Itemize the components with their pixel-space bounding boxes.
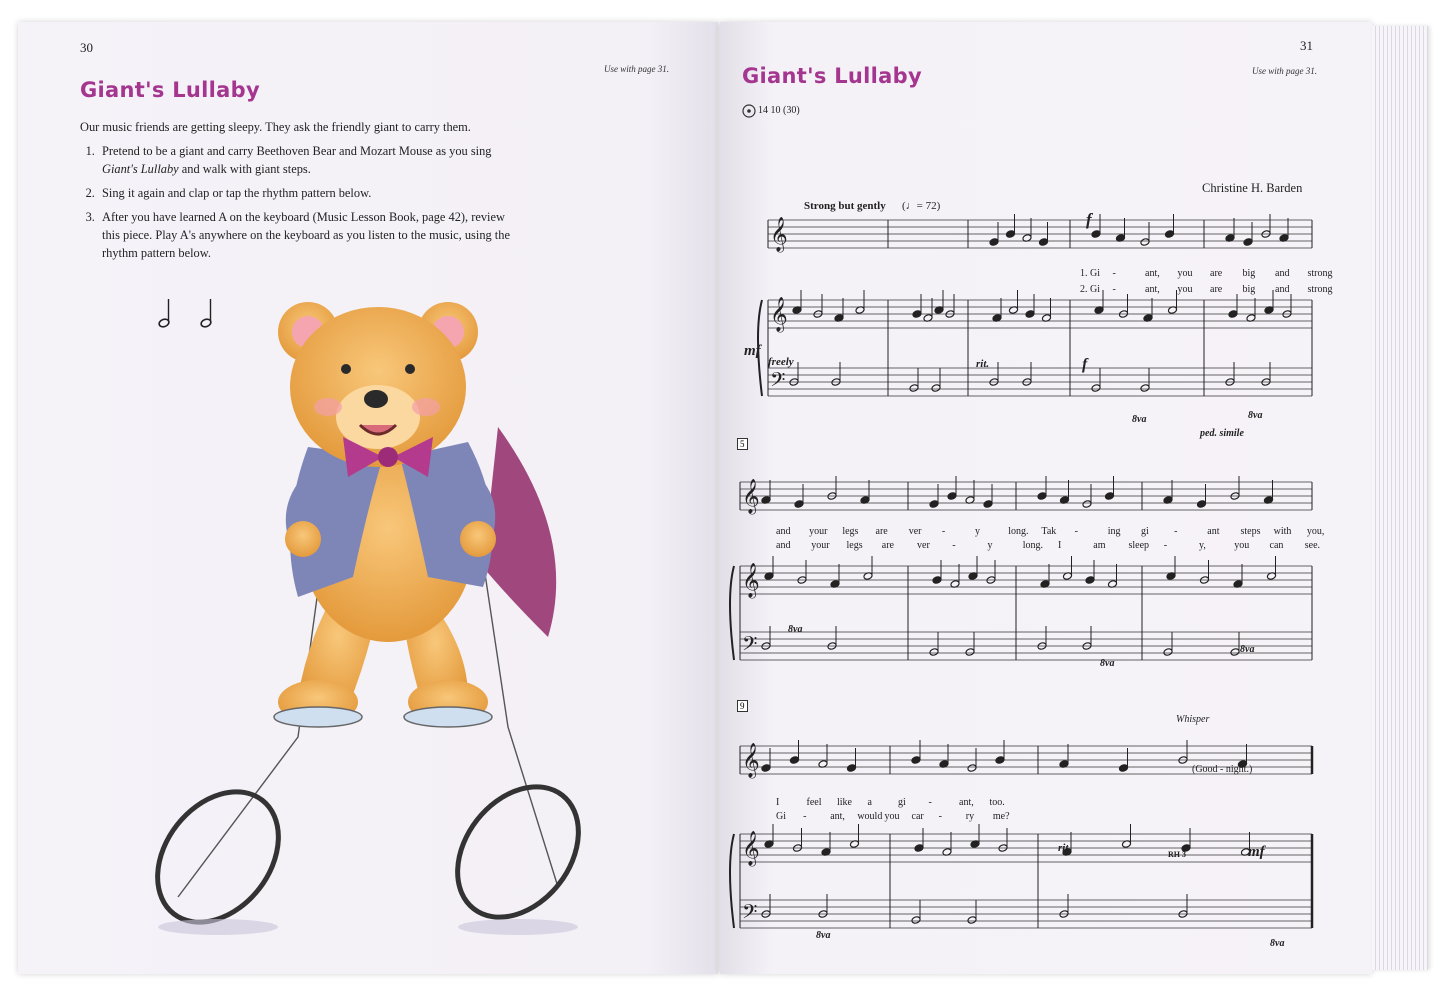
pedal-simile-marking: ped. simile <box>1200 428 1244 439</box>
lyric-syllable: - <box>938 811 942 822</box>
lyric-syllable: Tak <box>1041 526 1057 537</box>
lyric-syllable: see. <box>1304 540 1321 551</box>
ritardando-marking: rit. <box>1058 842 1072 854</box>
goodnight-lyric: (Good - night.) <box>1192 764 1253 775</box>
note-head <box>1230 648 1240 657</box>
lyric-syllable: - <box>928 797 932 808</box>
lyric-syllable: am <box>1093 540 1106 551</box>
lyric-syllable: long. <box>1008 526 1029 537</box>
sheet-music-score <box>720 22 1372 974</box>
lyric-syllable: - <box>803 811 807 822</box>
lyric-syllable: and <box>776 526 791 537</box>
lyric-syllable: ver <box>908 526 922 537</box>
grand-staff-brace <box>730 566 734 660</box>
note-head <box>911 916 921 925</box>
note-head <box>912 310 922 319</box>
lyric-syllable: are <box>875 526 888 537</box>
lyric-syllable: with <box>1273 526 1292 537</box>
lyric-syllable: and <box>776 540 791 551</box>
tempo-marking: Strong but gently <box>804 200 886 212</box>
note-head <box>909 384 919 393</box>
treble-clef: 𝄞 <box>742 479 760 514</box>
note-head <box>967 764 977 773</box>
lyric-syllable: you <box>1177 284 1193 295</box>
lyric-syllable: gi <box>1140 526 1149 537</box>
lyric-syllable: - <box>1174 526 1178 537</box>
lyric-syllable: - <box>1112 268 1116 279</box>
note-head <box>931 384 941 393</box>
bear-on-stilts-illustration <box>138 277 618 977</box>
measure-number-5: 5 <box>737 438 748 450</box>
note-head <box>965 648 975 657</box>
note-head <box>1082 500 1092 509</box>
lyric-syllable: 1. Gi <box>1080 268 1100 279</box>
measure-number-9: 9 <box>737 700 748 712</box>
note-head <box>1006 230 1016 239</box>
bass-clef: 𝄢 <box>770 368 786 396</box>
note-head <box>947 492 957 501</box>
right-page <box>720 22 1372 974</box>
lyric-syllable: sleep <box>1128 540 1150 551</box>
ottava-marking: 8va <box>816 930 831 941</box>
lyric-syllable: strong <box>1307 284 1333 295</box>
page-edges <box>1372 26 1428 970</box>
note-head <box>929 500 939 509</box>
right-page-title: Giant's Lullaby <box>742 64 922 88</box>
treble-clef: 𝄞 <box>742 563 760 598</box>
note-head <box>1025 310 1035 319</box>
note-head <box>1037 492 1047 501</box>
bass-clef: 𝄢 <box>742 900 758 928</box>
metronome-marking: (♩= 72) <box>902 200 941 212</box>
instruction-steps <box>80 142 520 262</box>
lyric-syllable: are <box>881 540 894 551</box>
lyric-syllable: ry <box>965 811 975 822</box>
lyric-syllable: are <box>1210 284 1223 295</box>
ottava-marking: 8va <box>1270 938 1285 949</box>
note-head <box>1119 764 1129 773</box>
lyric-syllable: - <box>1163 540 1168 551</box>
treble-clef: 𝄞 <box>770 217 788 252</box>
lyric-syllable: - <box>952 540 956 551</box>
note-head <box>847 764 857 773</box>
note-head <box>1165 230 1175 239</box>
step-2: 2. Sing it again and clap or tap the rhythm pattern below. <box>98 184 520 202</box>
note-head <box>794 500 804 509</box>
left-page <box>18 22 718 974</box>
dynamic-mezzo-forte: mf <box>744 343 761 359</box>
lyric-syllable: would <box>857 811 883 822</box>
note-head <box>929 648 939 657</box>
lyric-syllable: big <box>1242 268 1256 279</box>
lyric-syllable: Gi <box>776 811 786 822</box>
lyric-syllable: long. <box>1022 540 1044 551</box>
lyric-syllable: legs <box>846 540 863 551</box>
dynamic-mezzo-forte: mf <box>1248 844 1265 860</box>
lyric-syllable: - <box>941 526 946 537</box>
note-head <box>1091 384 1101 393</box>
dynamic-forte: f <box>1086 210 1092 229</box>
right-page-number: 31 <box>1300 38 1313 53</box>
lyric-syllable: and <box>1275 284 1290 295</box>
ottava-marking: 8va <box>1132 414 1147 425</box>
lyric-syllable: y <box>987 540 993 551</box>
note-head <box>914 844 924 853</box>
lyric-syllable: legs <box>842 526 859 537</box>
lyric-syllable: ing <box>1107 526 1121 537</box>
right-use-with-note: Use with page 31. <box>1252 66 1317 76</box>
note-head <box>932 576 942 585</box>
lyric-syllable: gi <box>898 797 906 808</box>
lyric-syllable: you <box>884 811 900 822</box>
note-head <box>761 764 771 773</box>
freely-marking: freely <box>768 356 794 368</box>
lyric-syllable: your <box>811 540 830 551</box>
lyric-syllable: ant <box>1207 526 1220 537</box>
note-head <box>1243 238 1253 247</box>
lyric-syllable: and <box>1275 268 1290 279</box>
note-head <box>790 756 800 765</box>
lyric-syllable: your <box>809 526 828 537</box>
lyric-syllable: strong <box>1307 268 1333 279</box>
note-head <box>1228 310 1238 319</box>
step-1: 1. Pretend to be a giant and carry Beethoven Bear and Mozart Mouse as you sing Giant's Lullaby and walk with giant steps. <box>98 142 520 178</box>
lyric-syllable: I <box>1058 540 1062 551</box>
lyric-syllable: me? <box>992 811 1010 822</box>
ottava-marking: 8va <box>788 624 803 635</box>
dynamic-forte-lh: f <box>1082 356 1088 373</box>
lyric-syllable: are <box>1210 268 1223 279</box>
lyric-syllable: car <box>911 811 924 822</box>
treble-clef: 𝄞 <box>770 297 788 332</box>
lyric-syllable: feel <box>806 797 822 808</box>
intro-text: Our music friends are getting sleepy. They ask the friendly giant to carry them. <box>80 120 471 134</box>
ottava-marking: 8va <box>1100 658 1115 669</box>
note-head <box>1140 384 1150 393</box>
treble-clef: 𝄞 <box>742 831 760 866</box>
grand-staff-brace <box>730 834 734 928</box>
lyric-syllable: steps <box>1240 526 1261 537</box>
note-head <box>1197 500 1207 509</box>
lyric-syllable: - <box>1112 284 1116 295</box>
lyric-syllable: 2. Gi <box>1080 284 1100 295</box>
ottava-marking: 8va <box>1240 644 1255 655</box>
left-page-number: 30 <box>80 40 93 55</box>
left-page-title: Giant's Lullaby <box>80 78 260 102</box>
note-head <box>1091 230 1101 239</box>
lyric-syllable: ant, <box>830 811 845 822</box>
note-head <box>1039 238 1049 247</box>
lyric-syllable: you <box>1177 268 1193 279</box>
ottava-marking: 8va <box>1248 410 1263 421</box>
lyric-syllable: too. <box>989 797 1005 808</box>
lyric-syllable: like <box>837 797 852 808</box>
note-head <box>1163 648 1173 657</box>
lyric-syllable: you, <box>1306 526 1325 537</box>
lyric-syllable: ver <box>917 540 930 551</box>
lyric-syllable: you <box>1234 540 1250 551</box>
lyric-syllable: a <box>867 797 872 808</box>
note-head <box>967 916 977 925</box>
lyric-syllable: ant, <box>1145 284 1160 295</box>
bass-clef: 𝄢 <box>742 632 758 660</box>
track-numbers: 14 10 (30) <box>758 105 800 116</box>
note-head <box>995 756 1005 765</box>
lyric-syllable: - <box>1074 526 1078 537</box>
whisper-marking: Whisper <box>1176 714 1210 725</box>
note-head <box>1105 492 1115 501</box>
right-hand-fingering: RH 3 <box>1168 850 1186 859</box>
treble-clef: 𝄞 <box>742 743 760 778</box>
lyric-syllable: can <box>1269 540 1284 551</box>
lyric-syllable: ant, <box>1145 268 1160 279</box>
step-3: 3. After you have learned A on the keyboard (Music Lesson Book, page 42), review this piece. Play A's anywhere on the keyboard as you listen to the music, using the rhythm pattern below. <box>98 208 520 262</box>
note-head <box>989 238 999 247</box>
lyric-syllable: I <box>776 797 780 808</box>
activity-instructions <box>80 118 520 268</box>
lyric-syllable: y, <box>1199 540 1206 551</box>
note-head <box>1140 238 1150 247</box>
composer-credit: Christine H. Barden <box>1202 181 1303 195</box>
lyric-syllable: ant, <box>959 797 974 808</box>
lyric-syllable: y <box>975 526 981 537</box>
note-head <box>983 500 993 509</box>
left-use-with-note: Use with page 31. <box>604 64 669 74</box>
lyric-syllable: big <box>1242 284 1256 295</box>
note-head <box>1085 576 1095 585</box>
note-head <box>911 756 921 765</box>
ritardando-marking: rit. <box>976 358 990 370</box>
